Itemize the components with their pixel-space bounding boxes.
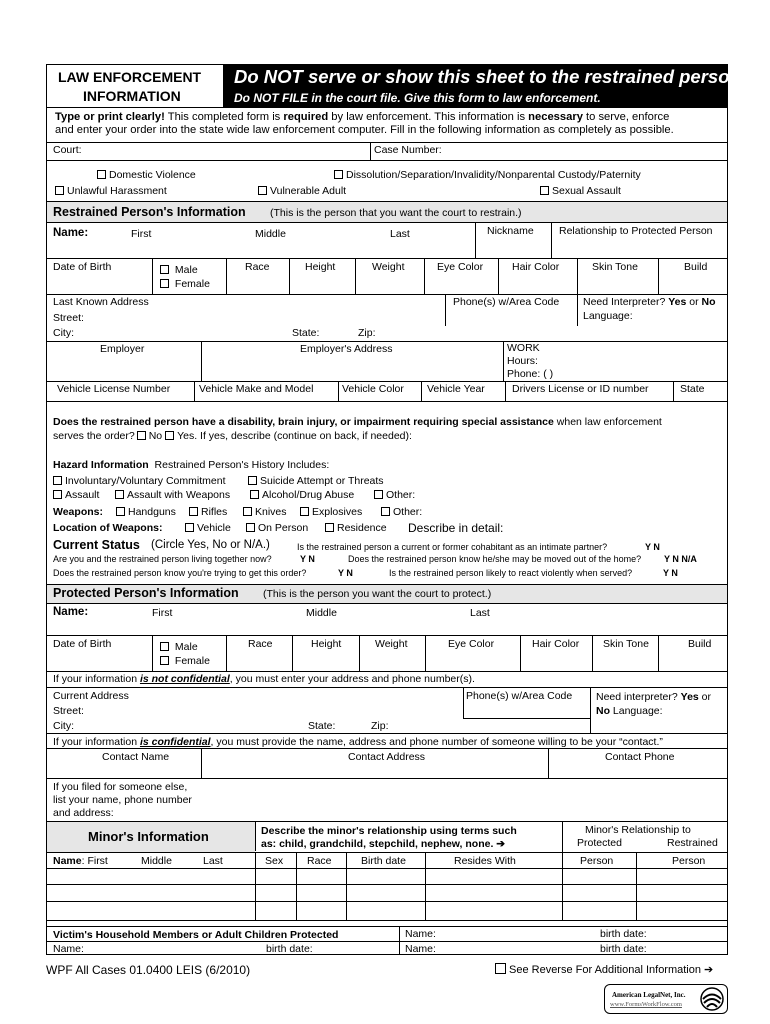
instructions-line-2: and enter your order into the state wide law enforcement computer. Fill in the following information as completely as possible.	[55, 124, 674, 136]
protected-female-label: Female	[174, 655, 210, 667]
sexual-assault-label: Sexual Assault	[552, 185, 621, 197]
disability-no-label: No	[148, 430, 163, 442]
location-vehicle-label: Vehicle	[197, 522, 231, 534]
restrained-vehicle-year[interactable]: Vehicle Year	[427, 383, 485, 395]
protected-interpreter-no[interactable]: No	[596, 705, 610, 717]
minors-title: Minor's Information	[88, 829, 209, 844]
restrained-race[interactable]: Race	[245, 261, 270, 273]
dissolution-option[interactable]	[334, 169, 641, 181]
protected-language-label: Language:	[610, 705, 663, 717]
minors-resides-header: Resides With	[454, 855, 516, 867]
restrained-nickname[interactable]: Nickname	[487, 225, 534, 237]
minors-describe-1: Describe the minor's relationship using terms such	[261, 825, 517, 837]
disability-yes-checkbox[interactable]	[165, 431, 174, 440]
restrained-city[interactable]: City:	[53, 327, 74, 339]
header-warning: Do NOT serve or show this sheet to the restrained person!	[234, 66, 747, 87]
household-birth-3[interactable]: birth date:	[600, 943, 647, 955]
hazard-assault-weapons-checkbox[interactable]	[115, 490, 124, 499]
minors-row-2[interactable]	[46, 885, 728, 902]
protected-name-label: Name:	[53, 606, 89, 618]
minors-row-1[interactable]	[46, 869, 728, 885]
restrained-vehicle-make[interactable]: Vehicle Make and Model	[199, 383, 314, 395]
restrained-male-label: Male	[174, 264, 198, 276]
hazard-suicide-option[interactable]	[248, 475, 384, 487]
protected-first[interactable]: First	[152, 607, 173, 619]
hazard-header	[53, 459, 329, 471]
restrained-work-hours[interactable]: Hours:	[507, 355, 538, 367]
see-reverse-label: See Reverse For Additional Information ➔	[509, 964, 714, 976]
publisher-globe-icon	[699, 986, 725, 1012]
restrained-phones[interactable]: Phone(s) w/Area Code	[453, 296, 560, 308]
protected-male-option[interactable]	[160, 641, 198, 653]
disability-question-bold: Does the restrained person have a disability, brain injury, or impairment requiring special assistance	[53, 416, 554, 428]
restrained-female-option[interactable]	[160, 278, 210, 290]
weapons-other-option[interactable]	[381, 506, 422, 518]
describe-detail-label[interactable]: Describe in detail:	[408, 521, 504, 535]
status-q1-answer[interactable]: Y N	[645, 542, 660, 552]
minors-name-label: Name	[53, 855, 82, 867]
minors-middle-header: Middle	[141, 855, 172, 867]
contact-name[interactable]: Contact Name	[102, 751, 170, 763]
protected-interpreter-or: or	[698, 691, 712, 703]
court-field[interactable]: Court:	[53, 144, 82, 156]
restrained-weight[interactable]: Weight	[372, 261, 405, 273]
restrained-relationship[interactable]: Relationship to Protected Person	[559, 225, 713, 237]
c-text-1: If your information	[53, 736, 140, 748]
restrained-work: WORK	[507, 342, 540, 354]
restrained-interpreter-yes[interactable]: Yes	[668, 296, 687, 308]
dissolution-checkbox[interactable]	[334, 170, 343, 179]
see-reverse-checkbox[interactable]	[495, 963, 506, 974]
protected-race[interactable]: Race	[248, 638, 273, 650]
contact-address[interactable]: Contact Address	[348, 751, 426, 763]
minors-name-header	[53, 855, 108, 867]
weapons-rifles-checkbox[interactable]	[189, 507, 198, 516]
restrained-employer[interactable]: Employer	[100, 343, 145, 355]
dissolution-label: Dissolution/Separation/Invalidity/Nonparental Custody/Paternity	[346, 169, 641, 181]
weapons-explosives-option[interactable]	[300, 506, 362, 518]
restrained-employer-address[interactable]: Employer's Address	[300, 343, 393, 355]
c-text-3: , you must provide the name, address and phone number of someone willing to be your “contact.”	[210, 736, 663, 748]
hazard-suicide-checkbox[interactable]	[248, 476, 257, 485]
restrained-interpreter-or: or	[686, 296, 702, 308]
hazard-alcohol-checkbox[interactable]	[250, 490, 259, 499]
minors-birth-header: Birth date	[361, 855, 406, 867]
location-on-person-checkbox[interactable]	[246, 523, 255, 532]
location-on-person-option[interactable]	[246, 522, 308, 534]
protected-weight[interactable]: Weight	[375, 638, 408, 650]
minors-person2-header: Person	[672, 855, 706, 867]
instructions-text-1: This completed form is	[164, 111, 284, 123]
instructions-text-2: by law enforcement. This information is	[328, 111, 529, 123]
hazard-title: Hazard Information	[53, 459, 149, 471]
case-number-field[interactable]: Case Number:	[374, 144, 442, 156]
protected-hair-color[interactable]: Hair Color	[532, 638, 580, 650]
restrained-interpreter[interactable]	[583, 296, 716, 308]
protected-city[interactable]: City:	[53, 720, 74, 732]
sexual-assault-checkbox[interactable]	[540, 186, 549, 195]
restrained-female-label: Female	[174, 278, 210, 290]
hazard-assault-checkbox[interactable]	[53, 490, 62, 499]
hazard-assault-option[interactable]	[53, 489, 99, 501]
status-circle: (Circle Yes, No or N/A.)	[151, 539, 270, 551]
protected-middle[interactable]: Middle	[306, 607, 337, 619]
protected-female-option[interactable]	[160, 655, 210, 667]
weapons-explosives-label: Explosives	[312, 506, 363, 518]
restrained-last[interactable]: Last	[390, 228, 410, 240]
restrained-interpreter-no[interactable]: No	[701, 296, 716, 308]
status-title: Current Status	[53, 538, 140, 552]
restrained-street[interactable]: Street:	[53, 312, 84, 324]
unlawful-harassment-option[interactable]	[55, 185, 167, 197]
hazard-assault-weapons-label: Assault with Weapons	[127, 489, 231, 501]
weapons-other-label: Other:	[393, 506, 423, 518]
nc-text-1: If your information	[53, 673, 140, 685]
restrained-first[interactable]: First	[131, 228, 152, 240]
protected-interpreter-q: Need interpreter?	[596, 691, 681, 703]
domestic-violence-option[interactable]	[97, 169, 196, 181]
protected-height[interactable]: Height	[311, 638, 342, 650]
restrained-address-label: Last Known Address	[53, 296, 149, 308]
restrained-female-checkbox[interactable]	[160, 279, 169, 288]
nc-text-2: is not confidential	[139, 673, 230, 685]
vulnerable-adult-label: Vulnerable Adult	[270, 185, 347, 197]
status-q3-answer[interactable]: Y N N/A	[664, 554, 697, 564]
disability-answer	[53, 430, 412, 442]
protected-interpreter[interactable]	[596, 691, 711, 703]
header-subwarning: Do NOT FILE in the court file. Give this form to law enforcement.	[234, 91, 601, 105]
vulnerable-adult-option[interactable]	[258, 185, 346, 197]
protected-last[interactable]: Last	[470, 607, 490, 619]
status-q4: Does the restrained person know you're trying to get this order?	[53, 568, 307, 578]
domestic-violence-checkbox[interactable]	[97, 170, 106, 179]
weapons-other-checkbox[interactable]	[381, 507, 390, 516]
protected-eye-color[interactable]: Eye Color	[448, 638, 495, 650]
protected-skin-tone[interactable]: Skin Tone	[603, 638, 649, 650]
c-text-2: is confidential	[139, 736, 211, 748]
restrained-dl-state[interactable]: State	[680, 383, 705, 395]
header-title-1: LAW ENFORCEMENT	[58, 69, 202, 85]
hazard-assault-weapons-option[interactable]	[115, 489, 230, 501]
protected-subtitle: (This is the person you want the court to protect.)	[263, 588, 492, 600]
restrained-male-checkbox[interactable]	[160, 265, 169, 274]
see-reverse-option[interactable]	[495, 963, 713, 976]
location-residence-checkbox[interactable]	[325, 523, 334, 532]
weapons-handguns-checkbox[interactable]	[116, 507, 125, 516]
weapons-knives-label: Knives	[255, 506, 287, 518]
not-confidential-note	[53, 673, 475, 685]
protected-phones[interactable]: Phone(s) w/Area Code	[466, 690, 573, 702]
restrained-subtitle: (This is the person that you want the court to restrain.)	[270, 207, 522, 219]
instructions-required: required	[283, 111, 329, 123]
household-birth-1[interactable]: birth date:	[266, 943, 313, 955]
unlawful-harassment-label: Unlawful Harassment	[67, 185, 167, 197]
unlawful-harassment-checkbox[interactable]	[55, 186, 64, 195]
status-q2: Are you and the restrained person living together now?	[53, 554, 272, 564]
hazard-suicide-label: Suicide Attempt or Threats	[260, 475, 384, 487]
status-q1: Is the restrained person a current or former cohabitant as an intimate partner?	[297, 542, 608, 552]
restrained-dob[interactable]: Date of Birth	[53, 261, 112, 273]
weapons-label: Weapons:	[53, 506, 103, 518]
weapons-knives-option[interactable]	[243, 506, 287, 518]
status-q4-answer[interactable]: Y N	[338, 568, 353, 578]
weapons-explosives-checkbox[interactable]	[300, 507, 309, 516]
weapons-handguns-option[interactable]	[116, 506, 176, 518]
location-on-person-label: On Person	[258, 522, 309, 534]
restrained-vehicle-license[interactable]: Vehicle License Number	[57, 383, 171, 395]
minors-rel-protected: Protected	[577, 837, 622, 849]
contact-phone[interactable]: Contact Phone	[605, 751, 675, 763]
protected-dob[interactable]: Date of Birth	[53, 638, 112, 650]
household-name-1[interactable]: Name:	[53, 943, 84, 955]
location-vehicle-option[interactable]	[185, 522, 231, 534]
protected-language[interactable]	[596, 705, 663, 717]
weapons-handguns-label: Handguns	[128, 506, 176, 518]
restrained-title: Restrained Person's Information	[53, 205, 246, 219]
minors-person1-header: Person	[580, 855, 614, 867]
minors-first-label: : First	[81, 855, 108, 867]
hazard-other-checkbox[interactable]	[374, 490, 383, 499]
hazard-subtitle: Restrained Person's History Includes:	[154, 459, 330, 471]
status-q3: Does the restrained person know he/she may be moved out of the home?	[348, 554, 642, 564]
disability-q2: serves the order?	[53, 430, 135, 442]
restrained-zip[interactable]: Zip:	[358, 327, 376, 339]
instructions-text-3: to serve, enforce	[582, 111, 670, 123]
protected-female-checkbox[interactable]	[160, 656, 169, 665]
protected-street[interactable]: Street:	[53, 705, 84, 717]
form-id: WPF All Cases 01.0400 LEIS (6/2010)	[46, 963, 251, 977]
restrained-work-phone[interactable]: Phone: ( )	[507, 368, 554, 380]
hazard-commitment-option[interactable]	[53, 475, 225, 487]
instructions-lead: Type or print clearly!	[55, 111, 165, 123]
publisher-name: American LegalNet, Inc.	[612, 991, 686, 999]
disability-yes-label: Yes. If yes, describe (continue on back, if needed):	[177, 430, 412, 442]
filed-for-other-2: list your name, phone number	[53, 794, 192, 806]
location-residence-label: Residence	[337, 522, 387, 534]
protected-interpreter-yes[interactable]: Yes	[680, 691, 699, 703]
protected-zip[interactable]: Zip:	[371, 720, 389, 732]
minors-rel-restrained: Restrained	[667, 837, 718, 849]
hazard-other-label: Other:	[386, 489, 416, 501]
hazard-commitment-label: Involuntary/Voluntary Commitment	[65, 475, 226, 487]
header-title-2: INFORMATION	[83, 88, 181, 104]
household-name-3[interactable]: Name:	[405, 943, 436, 955]
protected-male-checkbox[interactable]	[160, 642, 169, 651]
disability-question-rest: when law enforcement	[553, 416, 662, 428]
filed-for-other-3: and address:	[53, 807, 114, 819]
restrained-interpreter-q: Need Interpreter?	[583, 296, 669, 308]
restrained-vehicle-color[interactable]: Vehicle Color	[342, 383, 404, 395]
weapons-knives-checkbox[interactable]	[243, 507, 252, 516]
protected-male-label: Male	[174, 641, 198, 653]
restrained-middle[interactable]: Middle	[255, 228, 286, 240]
minors-describe-2: as: child, grandchild, stepchild, nephew, none. ➔	[261, 838, 506, 850]
hazard-other-option[interactable]	[374, 489, 415, 501]
weapons-location-label: Location of Weapons:	[53, 522, 163, 534]
restrained-drivers-license[interactable]: Drivers License or ID number	[512, 383, 649, 395]
location-vehicle-checkbox[interactable]	[185, 523, 194, 532]
status-q5: Is the restrained person likely to react violently when served?	[389, 568, 633, 578]
restrained-state[interactable]: State:	[292, 327, 320, 339]
location-residence-option[interactable]	[325, 522, 387, 534]
hazard-commitment-checkbox[interactable]	[53, 476, 62, 485]
restrained-name-label: Name:	[53, 227, 89, 239]
vulnerable-adult-checkbox[interactable]	[258, 186, 267, 195]
restrained-skin-tone[interactable]: Skin Tone	[592, 261, 638, 273]
restrained-build[interactable]: Build	[684, 261, 708, 273]
nc-text-3: , you must enter your address and phone number(s).	[229, 673, 475, 685]
domestic-violence-label: Domestic Violence	[109, 169, 196, 181]
weapons-rifles-label: Rifles	[201, 506, 228, 518]
household-birth-2[interactable]: birth date:	[600, 928, 647, 940]
household-title: Victim's Household Members or Adult Children Protected	[53, 929, 339, 941]
minors-last-header: Last	[203, 855, 223, 867]
weapons-rifles-option[interactable]	[189, 506, 227, 518]
protected-state[interactable]: State:	[308, 720, 336, 732]
disability-question	[53, 416, 662, 428]
hazard-assault-label: Assault	[65, 489, 100, 501]
restrained-height[interactable]: Height	[305, 261, 336, 273]
disability-no-checkbox[interactable]	[137, 431, 146, 440]
restrained-language[interactable]: Language:	[583, 310, 633, 322]
sexual-assault-option[interactable]	[540, 185, 621, 197]
minors-race-header: Race	[307, 855, 332, 867]
hazard-alcohol-option[interactable]	[250, 489, 354, 501]
restrained-hair-color[interactable]: Hair Color	[512, 261, 560, 273]
minors-rel-title: Minor's Relationship to	[585, 824, 691, 836]
status-q5-answer[interactable]: Y N	[663, 568, 678, 578]
minors-sex-header: Sex	[265, 855, 284, 867]
protected-address-label: Current Address	[53, 690, 129, 702]
protected-title: Protected Person's Information	[53, 586, 239, 600]
household-name-2[interactable]: Name:	[405, 928, 436, 940]
restrained-eye-color[interactable]: Eye Color	[437, 261, 484, 273]
confidential-note	[53, 736, 663, 748]
hazard-alcohol-label: Alcohol/Drug Abuse	[262, 489, 355, 501]
restrained-male-option[interactable]	[160, 264, 198, 276]
minors-row-3[interactable]	[46, 902, 728, 920]
instructions-necessary: necessary	[528, 111, 583, 123]
publisher-url: www.FormsWorkFlow.com	[610, 1001, 682, 1008]
status-q2-answer[interactable]: Y N	[300, 554, 315, 564]
protected-build[interactable]: Build	[688, 638, 712, 650]
filed-for-other-1: If you filed for someone else,	[53, 781, 188, 793]
